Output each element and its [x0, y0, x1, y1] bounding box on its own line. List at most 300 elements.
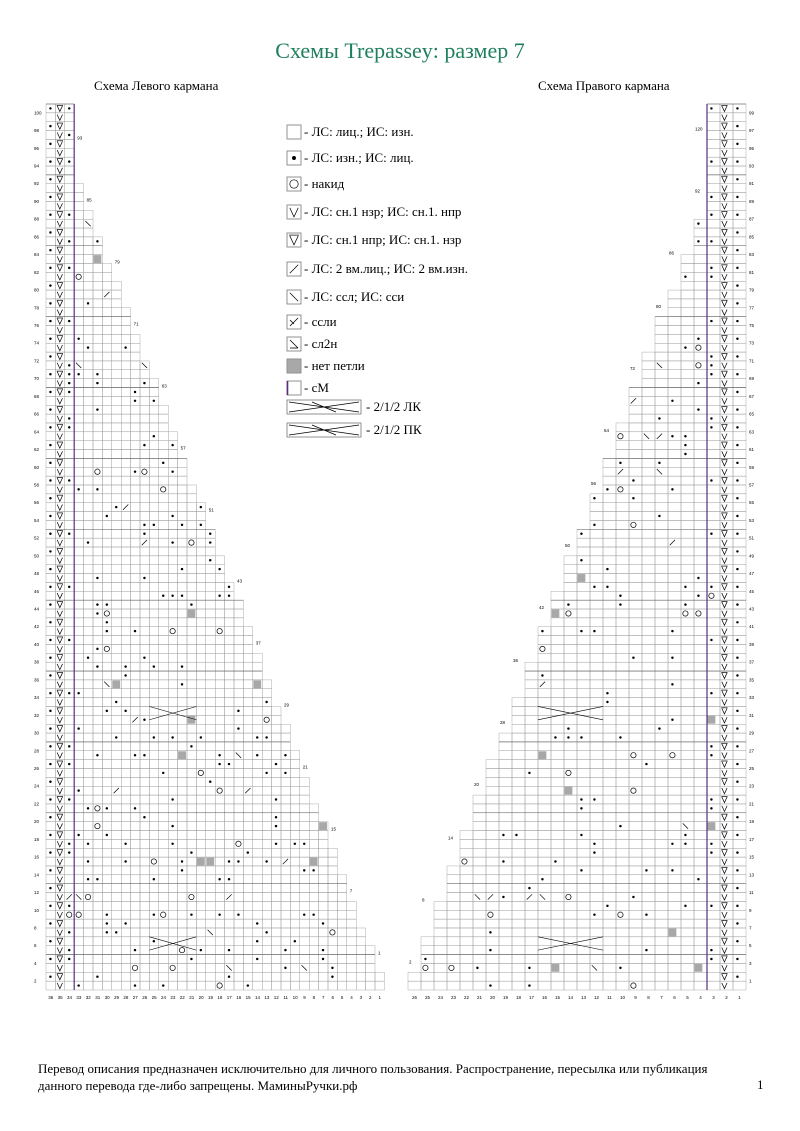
- grid-cell: [196, 804, 205, 813]
- row-number: 20: [34, 819, 40, 825]
- grid-cell: [149, 760, 158, 769]
- grid-cell: [655, 485, 668, 494]
- grid-cell: [319, 875, 328, 884]
- grid-cell: [447, 893, 460, 902]
- grid-cell: [655, 884, 668, 893]
- grid-cell: [694, 662, 707, 671]
- grid-cell: [512, 724, 525, 733]
- grid-cell: [642, 698, 655, 707]
- grid-cell: [720, 450, 733, 459]
- grid-cell: [642, 857, 655, 866]
- grid-cell: [93, 786, 102, 795]
- slip-v: [57, 186, 62, 192]
- grid-cell: [347, 981, 356, 990]
- grid-cell: [694, 742, 707, 751]
- grid-cell: [159, 884, 168, 893]
- slip-v: [57, 292, 62, 298]
- purl-dot: [77, 488, 79, 490]
- grid-cell: [234, 848, 243, 857]
- grid-cell: [616, 441, 629, 450]
- grid-cell: [655, 467, 668, 476]
- grid-cell: [121, 698, 130, 707]
- slip-v: [57, 132, 62, 138]
- grid-cell: [206, 831, 215, 840]
- purl-dot: [181, 683, 183, 685]
- grid-cell: [707, 210, 720, 219]
- grid-cell: [642, 795, 655, 804]
- grid-cell: [577, 636, 590, 645]
- grid-cell: [234, 680, 243, 689]
- grid-cell: [681, 441, 694, 450]
- grid-cell: [720, 751, 733, 760]
- grid-cell: [642, 875, 655, 884]
- purl-dot: [580, 798, 582, 800]
- grid-cell: [93, 290, 102, 299]
- grid-cell: [551, 760, 564, 769]
- purl-dot: [710, 639, 712, 641]
- grid-cell: [300, 972, 309, 981]
- step-label: 43: [237, 578, 243, 584]
- grid-cell: [681, 591, 694, 600]
- grid-cell: [328, 955, 337, 964]
- grid-cell: [149, 972, 158, 981]
- yarnover-circle: [618, 912, 623, 917]
- legend-label: - 2/1/2 ЛК: [366, 399, 422, 414]
- grid-cell: [590, 698, 603, 707]
- purl-dot: [143, 657, 145, 659]
- purl-dot: [256, 940, 258, 942]
- grid-cell: [121, 556, 130, 565]
- grid-cell: [215, 795, 224, 804]
- grid-cell: [642, 689, 655, 698]
- purl-dot: [143, 524, 145, 526]
- grid-cell: [102, 281, 111, 290]
- grid-cell: [577, 591, 590, 600]
- grid-cell: [319, 937, 328, 946]
- step-label: 86: [669, 250, 675, 256]
- grid-cell: [93, 884, 102, 893]
- grid-cell: [499, 955, 512, 964]
- slip-v-bar: [722, 301, 727, 307]
- grid-cell: [668, 893, 681, 902]
- grid-cell: [196, 928, 205, 937]
- grid-cell: [140, 476, 149, 485]
- grid-cell: [262, 724, 271, 733]
- grid-cell: [215, 680, 224, 689]
- grid-cell: [131, 698, 140, 707]
- grid-cell: [84, 263, 93, 272]
- grid-cell: [629, 901, 642, 910]
- grid-cell: [707, 742, 720, 751]
- grid-cell: [707, 680, 720, 689]
- grid-cell: [707, 193, 720, 202]
- grid-cell: [642, 582, 655, 591]
- grid-cell: [616, 972, 629, 981]
- grid-cell: [215, 627, 224, 636]
- yarnover-circle: [631, 753, 636, 758]
- purl-dot: [736, 727, 738, 729]
- grid-cell: [234, 937, 243, 946]
- grid-cell: [131, 742, 140, 751]
- grid-cell: [243, 972, 252, 981]
- grid-cell: [347, 901, 356, 910]
- grid-cell: [681, 662, 694, 671]
- grid-cell: [681, 263, 694, 272]
- grid-cell: [178, 963, 187, 972]
- grid-cell: [121, 520, 130, 529]
- grid-cell: [538, 724, 551, 733]
- slip-v-bar: [57, 815, 62, 821]
- purl-dot: [580, 630, 582, 632]
- grid-cell: [616, 467, 629, 476]
- grid-cell: [616, 494, 629, 503]
- grid-cell: [434, 937, 447, 946]
- grid-cell: [112, 582, 121, 591]
- purl-dot: [171, 798, 173, 800]
- grid-cell: [46, 343, 55, 352]
- grid-cell: [112, 813, 121, 822]
- grid-cell: [159, 919, 168, 928]
- row-number: 22: [34, 801, 40, 807]
- purl-dot: [658, 727, 660, 729]
- grid-cell: [121, 494, 130, 503]
- row-number: 64: [34, 429, 40, 435]
- grid-cell: [681, 839, 694, 848]
- grid-cell: [281, 893, 290, 902]
- grid-cell: [337, 937, 346, 946]
- grid-cell: [159, 839, 168, 848]
- grid-cell: [629, 813, 642, 822]
- grid-cell: [300, 795, 309, 804]
- grid-cell: [281, 804, 290, 813]
- purl-dot: [736, 834, 738, 836]
- grid-cell: [590, 742, 603, 751]
- grid-cell: [234, 795, 243, 804]
- grid-cell: [694, 875, 707, 884]
- grid-cell: [681, 352, 694, 361]
- grid-cell: [603, 618, 616, 627]
- purl-dot: [684, 834, 686, 836]
- grid-cell: [733, 476, 746, 485]
- grid-cell: [629, 919, 642, 928]
- slip-v: [722, 186, 727, 192]
- grid-cell: [551, 742, 564, 751]
- step-label: 51: [208, 507, 214, 513]
- row-number: 62: [34, 447, 40, 453]
- grid-cell: [234, 955, 243, 964]
- grid-cell: [178, 928, 187, 937]
- grid-cell: [733, 352, 746, 361]
- grid-cell: [178, 476, 187, 485]
- grid-cell: [102, 636, 111, 645]
- grid-cell: [616, 574, 629, 583]
- grid-cell: [234, 893, 243, 902]
- grid-cell: [46, 733, 55, 742]
- purl-dot: [684, 435, 686, 437]
- grid-cell: [603, 591, 616, 600]
- grid-cell: [206, 839, 215, 848]
- grid-cell: [499, 875, 512, 884]
- grid-cell: [577, 955, 590, 964]
- grid-cell: [206, 822, 215, 831]
- grid-cell: [681, 689, 694, 698]
- purl-dot: [736, 214, 738, 216]
- purl-dot: [96, 975, 98, 977]
- grid-cell: [187, 893, 196, 902]
- grid-cell: [121, 591, 130, 600]
- grid-cell: [149, 946, 158, 955]
- grid-cell: [577, 751, 590, 760]
- grid-cell: [187, 724, 196, 733]
- grid-cell: [473, 955, 486, 964]
- grid-cell: [168, 946, 177, 955]
- grid-cell: [460, 866, 473, 875]
- purl-dot: [190, 958, 192, 960]
- grid-cell: [253, 760, 262, 769]
- column-number: 13: [580, 995, 587, 1000]
- grid-cell: [102, 671, 111, 680]
- grid-cell: [112, 290, 121, 299]
- grid-cell: [84, 450, 93, 459]
- grid-cell: [187, 512, 196, 521]
- grid-cell: [225, 884, 234, 893]
- grid-cell: [196, 591, 205, 600]
- grid-cell: [168, 574, 177, 583]
- purl-dot: [96, 577, 98, 579]
- grid-cell: [253, 946, 262, 955]
- row-number: 7: [749, 925, 752, 931]
- grid-cell: [655, 388, 668, 397]
- grid-cell: [149, 901, 158, 910]
- grid-cell: [577, 680, 590, 689]
- grid-cell: [196, 893, 205, 902]
- purl-dot: [256, 736, 258, 738]
- grid-cell: [225, 866, 234, 875]
- grid-cell: [512, 715, 525, 724]
- grid-cell: [629, 804, 642, 813]
- grid-cell: [309, 955, 318, 964]
- purl-dot: [228, 594, 230, 596]
- grid-cell: [577, 627, 590, 636]
- grid-cell: [486, 928, 499, 937]
- grid-cell: [234, 618, 243, 627]
- grid-cell: [499, 937, 512, 946]
- grid-cell: [74, 405, 83, 414]
- grid-cell: [149, 671, 158, 680]
- grid-cell: [707, 246, 720, 255]
- yarnover-circle: [709, 593, 714, 598]
- grid-cell: [707, 166, 720, 175]
- grid-cell: [84, 388, 93, 397]
- grid-cell: [337, 928, 346, 937]
- grid-cell: [121, 405, 130, 414]
- purl-dot: [736, 958, 738, 960]
- grid-cell: [681, 769, 694, 778]
- grid-cell: [603, 769, 616, 778]
- grid-cell: [328, 893, 337, 902]
- grid-cell: [655, 352, 668, 361]
- grid-cell: [564, 919, 577, 928]
- grid-cell: [694, 246, 707, 255]
- grid-cell: [84, 405, 93, 414]
- grid-cell: [668, 396, 681, 405]
- grid-cell: [525, 751, 538, 760]
- grid-cell: [590, 848, 603, 857]
- grid-cell: [668, 875, 681, 884]
- grid-cell: [74, 671, 83, 680]
- grid-cell: [733, 228, 746, 237]
- grid-cell: [290, 875, 299, 884]
- grid-cell: [140, 910, 149, 919]
- grid-cell: [93, 512, 102, 521]
- purl-dot: [684, 346, 686, 348]
- column-number: 2: [369, 995, 372, 1000]
- row-number: 19: [749, 819, 755, 825]
- slip-v: [722, 274, 727, 280]
- slip-v-bar: [57, 230, 62, 236]
- grid-cell: [681, 981, 694, 990]
- grid-cell: [499, 786, 512, 795]
- grid-cell: [149, 698, 158, 707]
- grid-cell: [93, 467, 102, 476]
- grid-cell: [473, 875, 486, 884]
- grid-cell: [616, 618, 629, 627]
- grid-cell: [102, 795, 111, 804]
- grid-cell: [681, 379, 694, 388]
- legend-item-v-slip: [286, 202, 461, 222]
- grid-cell: [551, 822, 564, 831]
- grid-cell: [74, 396, 83, 405]
- grid-cell: [720, 113, 733, 122]
- grid-cell: [281, 848, 290, 857]
- grid-cell: [234, 822, 243, 831]
- purl-dot: [49, 160, 51, 162]
- column-number: 25: [151, 995, 157, 1000]
- grid-cell: [707, 751, 720, 760]
- purl-dot: [124, 674, 126, 676]
- grid-cell: [46, 432, 55, 441]
- grid-cell: [499, 831, 512, 840]
- grid-cell: [178, 538, 187, 547]
- purl-dot: [218, 913, 220, 915]
- grid-cell: [112, 512, 121, 521]
- grid-cell: [590, 609, 603, 618]
- legend-label: - ЛС: сн.1 нзр; ИС: сн.1. нпр: [304, 204, 462, 219]
- grid-cell: [65, 680, 74, 689]
- grid-cell: [46, 414, 55, 423]
- grid-cell: [720, 538, 733, 547]
- ssk-slash: [540, 894, 545, 899]
- grid-cell: [178, 822, 187, 831]
- grid-cell: [243, 751, 252, 760]
- purl-dot: [49, 869, 51, 871]
- slip-v-bar: [57, 620, 62, 626]
- grid-cell: [473, 928, 486, 937]
- row-number: 81: [749, 269, 755, 275]
- grid-cell: [159, 494, 168, 503]
- grid-cell: [131, 910, 140, 919]
- legend-item-marker: [286, 378, 329, 398]
- grid-cell: [65, 609, 74, 618]
- grid-cell: [733, 441, 746, 450]
- row-number: 58: [34, 482, 40, 488]
- grid-cell: [159, 512, 168, 521]
- purl-dot: [632, 497, 634, 499]
- grid-cell: [668, 556, 681, 565]
- grid-cell: [84, 246, 93, 255]
- grid-cell: [655, 503, 668, 512]
- grid-cell: [168, 698, 177, 707]
- grid-cell: [121, 458, 130, 467]
- grid-cell: [131, 582, 140, 591]
- grid-cell: [243, 963, 252, 972]
- grid-cell: [102, 458, 111, 467]
- grid-cell: [196, 963, 205, 972]
- grid-cell: [629, 760, 642, 769]
- column-number: 23: [450, 995, 457, 1000]
- grid-cell: [102, 884, 111, 893]
- row-number: 26: [34, 766, 40, 771]
- slip-v: [57, 575, 62, 581]
- grid-cell: [733, 308, 746, 317]
- grid-cell: [84, 813, 93, 822]
- slip-v-bar: [57, 885, 62, 891]
- slip-v-bar: [57, 921, 62, 927]
- grid-cell: [564, 671, 577, 680]
- grid-cell: [74, 388, 83, 397]
- slip-v-bar: [722, 602, 727, 608]
- grid-cell: [215, 972, 224, 981]
- ssk-slash: [683, 823, 688, 828]
- grid-cell: [499, 901, 512, 910]
- grid-cell: [499, 981, 512, 990]
- grid-cell: [149, 529, 158, 538]
- grid-cell: [272, 786, 281, 795]
- row-number: 23: [749, 783, 755, 789]
- grid-cell: [112, 901, 121, 910]
- grid-cell: [309, 875, 318, 884]
- grid-cell: [206, 565, 215, 574]
- column-number: 7: [322, 995, 325, 1000]
- grid-cell: [347, 928, 356, 937]
- grid-cell: [168, 627, 177, 636]
- grid-cell: [707, 893, 720, 902]
- purl-dot: [593, 913, 595, 915]
- grid-cell: [603, 831, 616, 840]
- grid-cell: [93, 352, 102, 361]
- grid-cell: [215, 848, 224, 857]
- grid-cell: [74, 255, 83, 264]
- no-stitch-cell: [206, 858, 214, 866]
- slip-v-bar: [722, 885, 727, 891]
- grid-cell: [206, 627, 215, 636]
- grid-cell: [121, 786, 130, 795]
- grid-cell: [149, 919, 158, 928]
- grid-cell: [733, 139, 746, 148]
- slip-v-bar: [722, 921, 727, 927]
- grid-cell: [112, 910, 121, 919]
- row-number: 17: [749, 836, 755, 842]
- grid-cell: [140, 963, 149, 972]
- yarnover-circle: [217, 983, 222, 988]
- grid-cell: [187, 591, 196, 600]
- purl-dot: [77, 834, 79, 836]
- grid-cell: [655, 972, 668, 981]
- grid-cell: [46, 308, 55, 317]
- purl-dot: [49, 692, 51, 694]
- grid-cell: [629, 839, 642, 848]
- purl-dot: [658, 417, 660, 419]
